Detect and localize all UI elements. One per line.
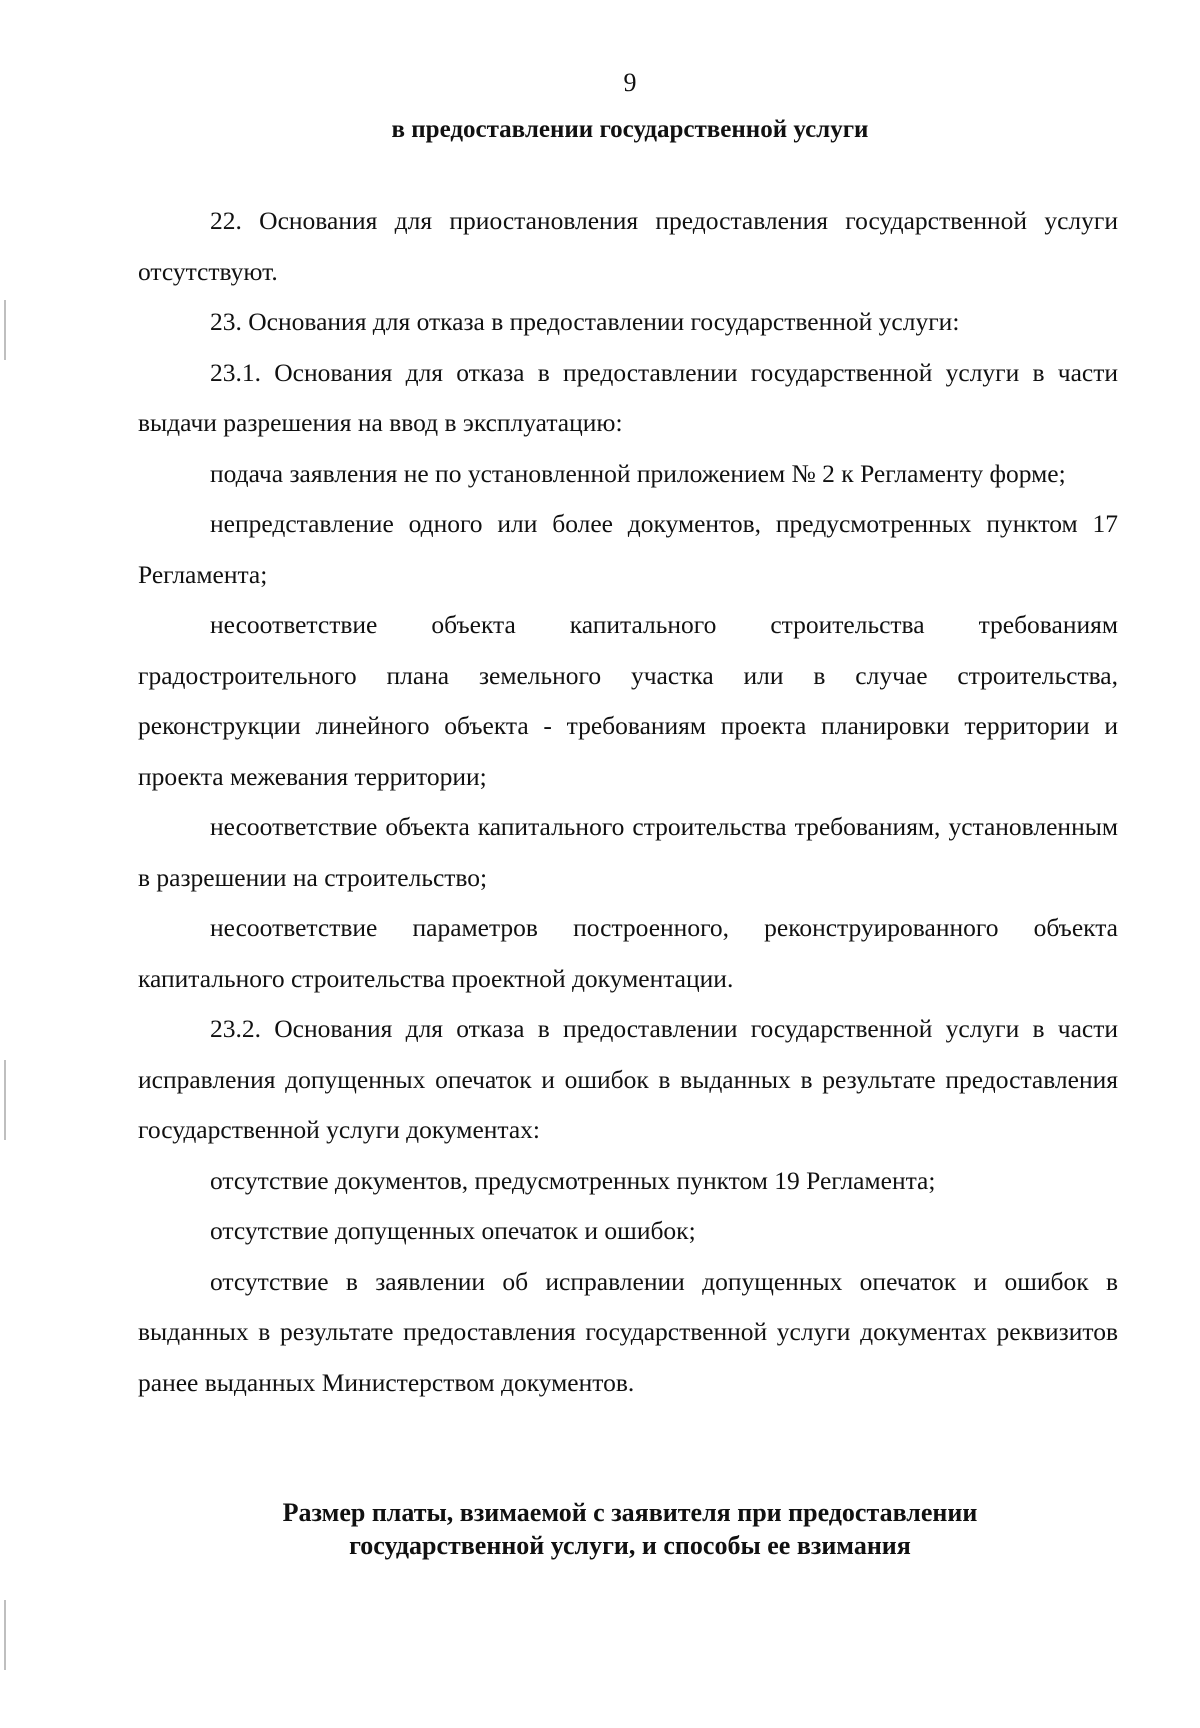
- fee-heading-line-2: государственной услуги, и способы ее взимания: [349, 1531, 911, 1560]
- refusal-reason-item: отсутствие допущенных опечаток и ошибок;: [210, 1216, 696, 1245]
- refusal-reason-item: непредставление одного или более документов, предусмотренных пунктом 17 Регламента;: [138, 509, 1118, 589]
- fee-section-heading: [30, 1496, 1200, 1562]
- refusal-reason-item: отсутствие в заявлении об исправлении допущенных опечаток и ошибок в выданных в результате предоставления государственной услуги документах реквизитов ранее выданных Министерством документов.: [138, 1266, 1118, 1397]
- refusal-reason-item: несоответствие объекта капитального строительства требованиям, установленным в разрешении на строительство;: [138, 812, 1118, 892]
- scan-margin-mark: [4, 300, 6, 360]
- refusal-reason-item: несоответствие объекта капитального строительства требованиям градостроительного плана земельного участка или в случае строительства, реконструкции линейного объекта - требованиям проекта планировки территории и проекта межевания территории;: [138, 610, 1118, 791]
- scan-margin-mark: [4, 1600, 6, 1670]
- page-number: 9: [623, 68, 637, 97]
- paragraph-23-1: 23.1. Основания для отказа в предоставлении государственной услуги в части выдачи разрешения на ввод в эксплуатацию:: [138, 357, 1118, 437]
- refusal-reason-item: подача заявления не по установленной приложением № 2 к Регламенту форме;: [210, 458, 1066, 488]
- section-heading: в предоставлении государственной услуги: [391, 116, 869, 143]
- paragraph-22: 22. Основания для приостановления предоставления государственной услуги отсутствуют.: [138, 206, 1118, 286]
- refusal-reason-item: несоответствие параметров построенного, реконструированного объекта капитального строительства проектной документации.: [138, 913, 1118, 993]
- paragraph-23: 23. Основания для отказа в предоставлении государственной услуги:: [210, 307, 960, 336]
- document-body: [138, 196, 1118, 1408]
- paragraph-23-2: 23.2. Основания для отказа в предоставлении государственной услуги в части исправления допущенных опечаток и ошибок в выданных в результате предоставления государственной услуги документах:: [138, 1014, 1118, 1144]
- scan-margin-mark: [4, 1060, 6, 1140]
- refusal-reason-item: отсутствие документов, предусмотренных пунктом 19 Регламента;: [210, 1165, 936, 1195]
- fee-heading-line-1: Размер платы, взимаемой с заявителя при предоставлении: [282, 1498, 978, 1527]
